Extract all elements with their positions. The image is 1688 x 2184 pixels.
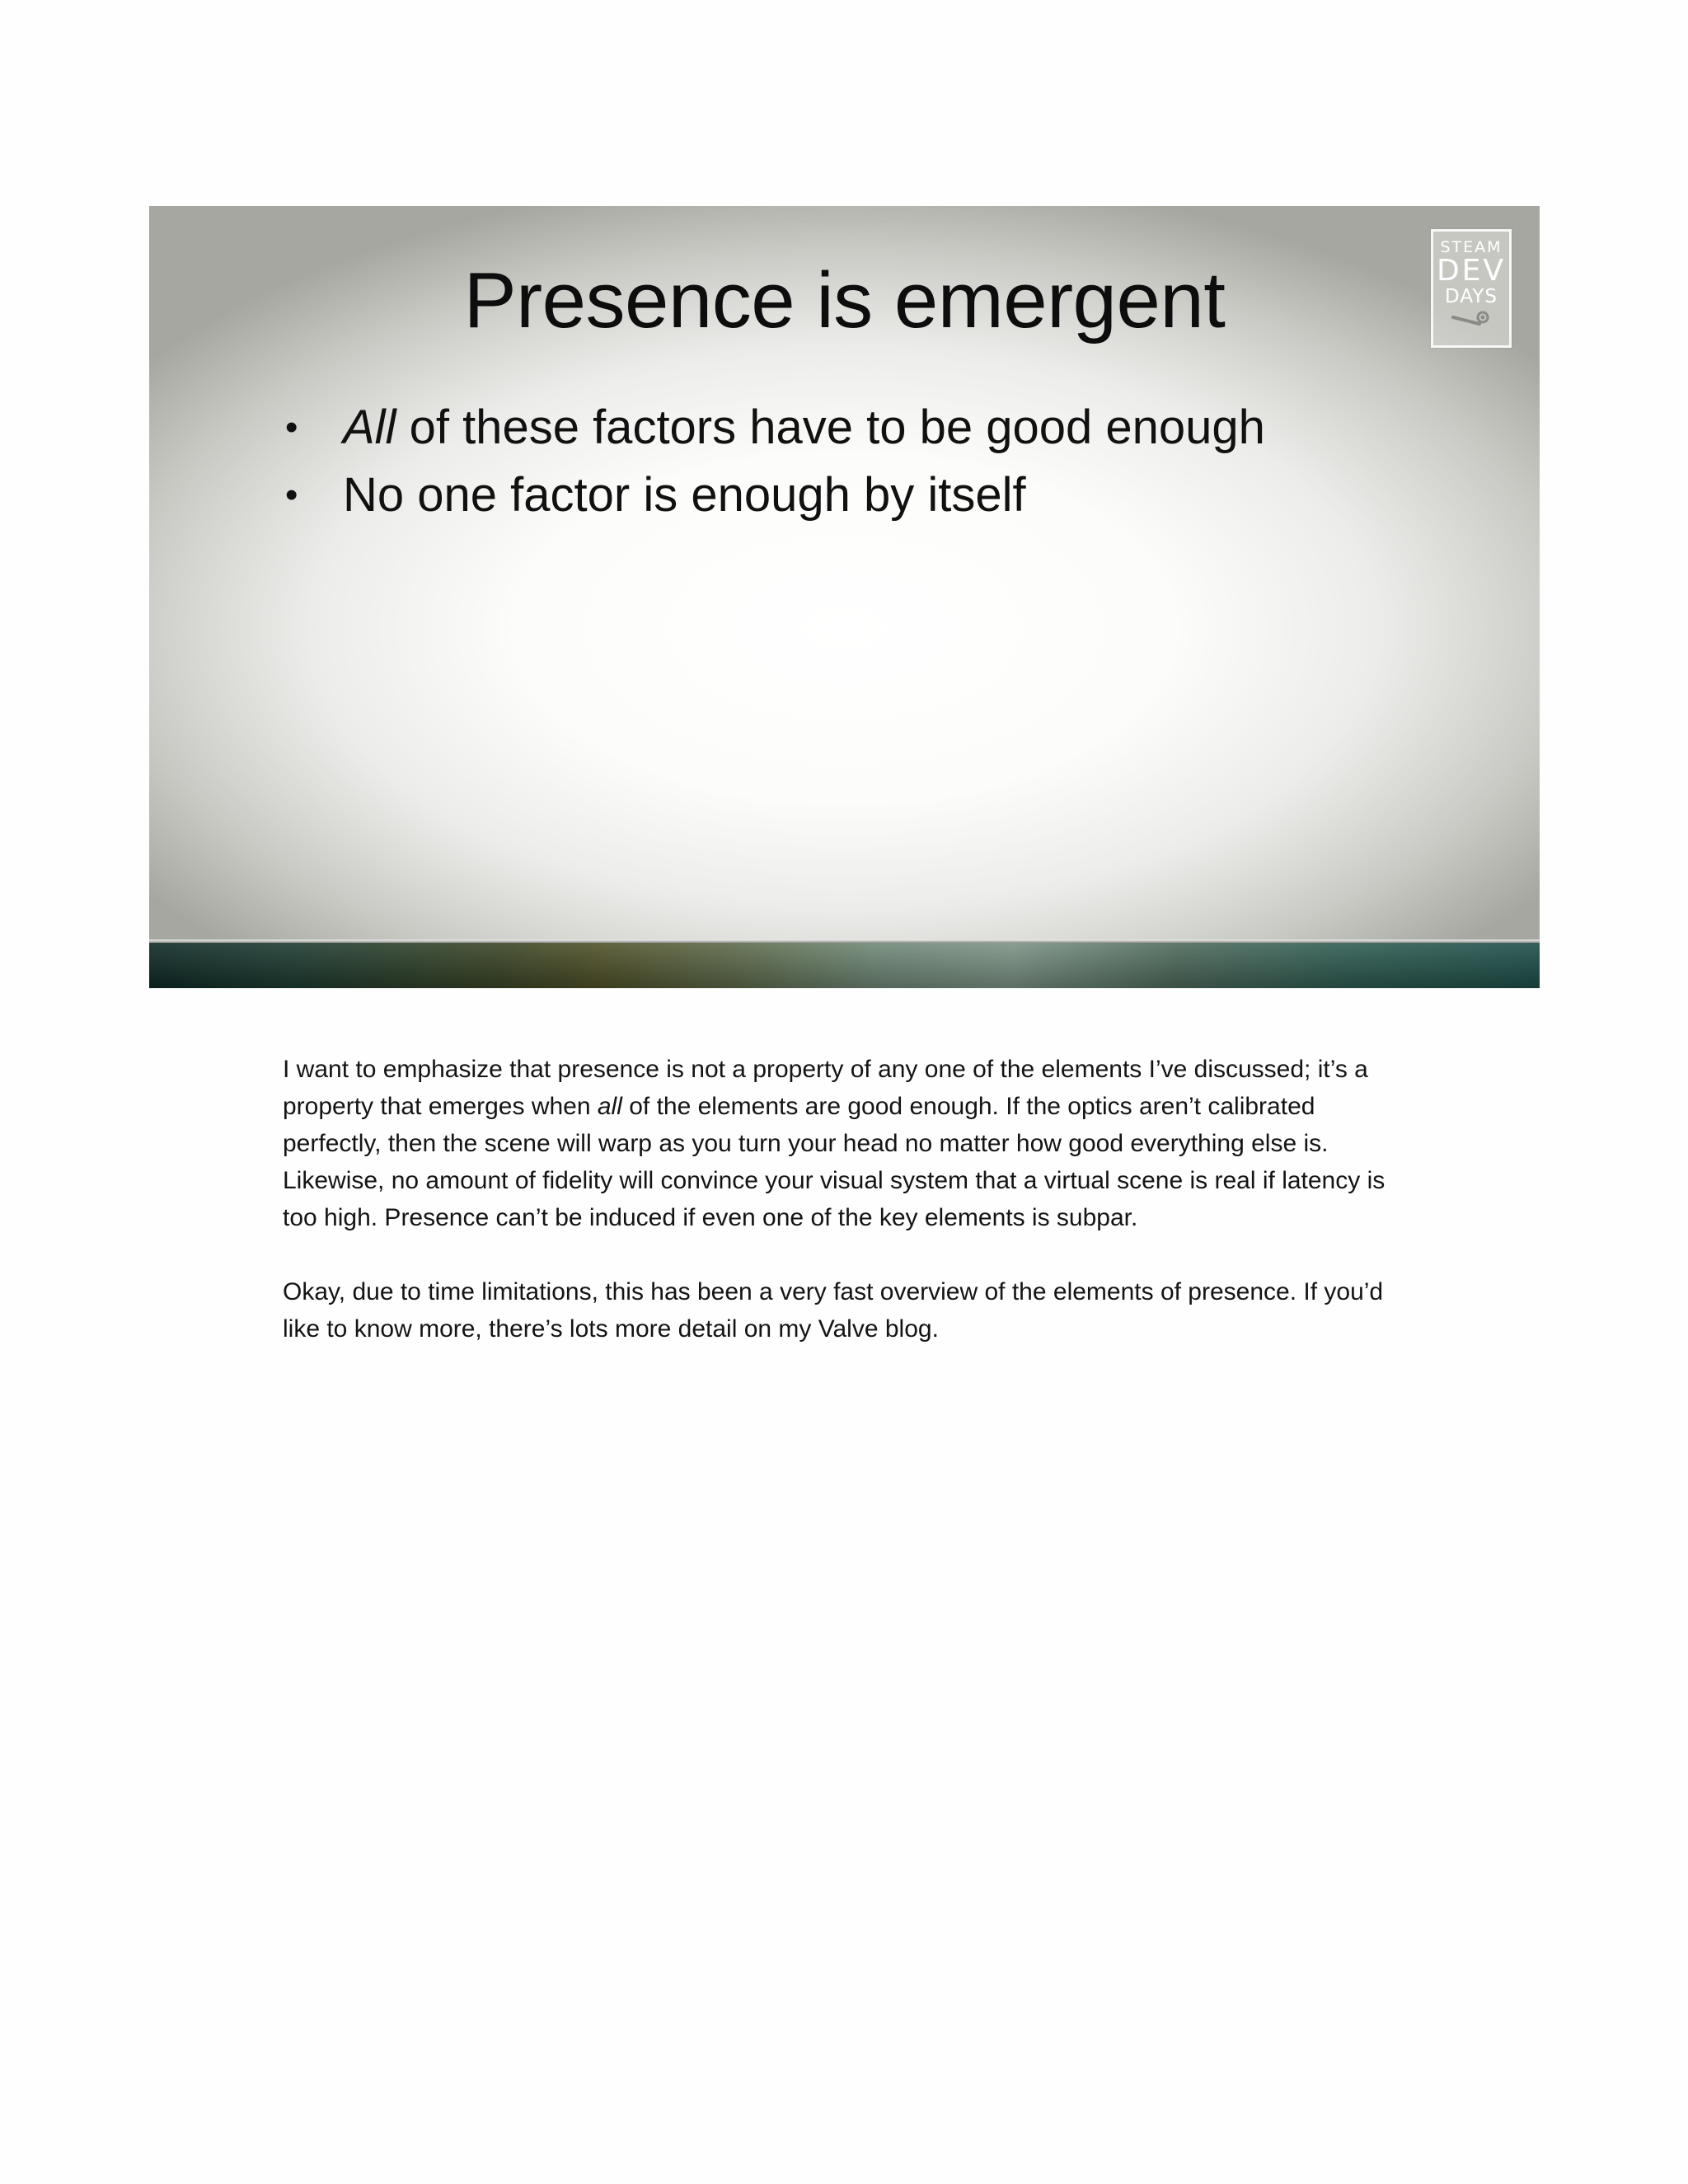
notes-text: I want to emphasize that presence is not a property of any one of the elements I’ve discussed; it’s a property that emerges when: [283, 1056, 1368, 1120]
bullet-text: No one factor is enough by itself: [343, 468, 1026, 522]
bullet-marker: •: [285, 475, 298, 515]
slide-title: Presence is emergent: [463, 256, 1226, 344]
steam-dev-days-logo: [1431, 229, 1512, 348]
bullet-text: of these factors have to be good enough: [396, 401, 1265, 454]
presentation-slide: [149, 206, 1540, 988]
notes-emphasis: all: [597, 1093, 622, 1120]
slide-footer-strip: [149, 943, 1540, 988]
slide-bullet-item: [285, 394, 1265, 462]
speaker-notes: [283, 1051, 1412, 1385]
logo-text-steam: STEAM: [1440, 238, 1503, 256]
slide-bullet-list: [285, 394, 1265, 529]
logo-text-dev: DEV: [1436, 254, 1507, 288]
notes-text: of the elements are good enough. If the optics aren’t calibrated perfectly, then the scene will warp as you turn your head no matter how good everything else is. Likewise, no amount of fidelity will convince your visual system that a virtual scene is real if latency is too high. Presence can’t be induced if even one of the key elements is subpar.: [283, 1093, 1386, 1231]
bullet-emphasis: All: [343, 401, 396, 454]
slide-bullet-item: [285, 462, 1265, 529]
notes-paragraph: Okay, due to time limitations, this has been a very fast overview of the elements of presence. If you’d like to know more, there’s lots more detail on my Valve blog.: [283, 1278, 1384, 1343]
logo-text-days: DAYS: [1445, 286, 1498, 307]
steam-icon: [1447, 311, 1496, 327]
notes-paragraph: [283, 1051, 1412, 1236]
bullet-marker: •: [285, 407, 298, 448]
